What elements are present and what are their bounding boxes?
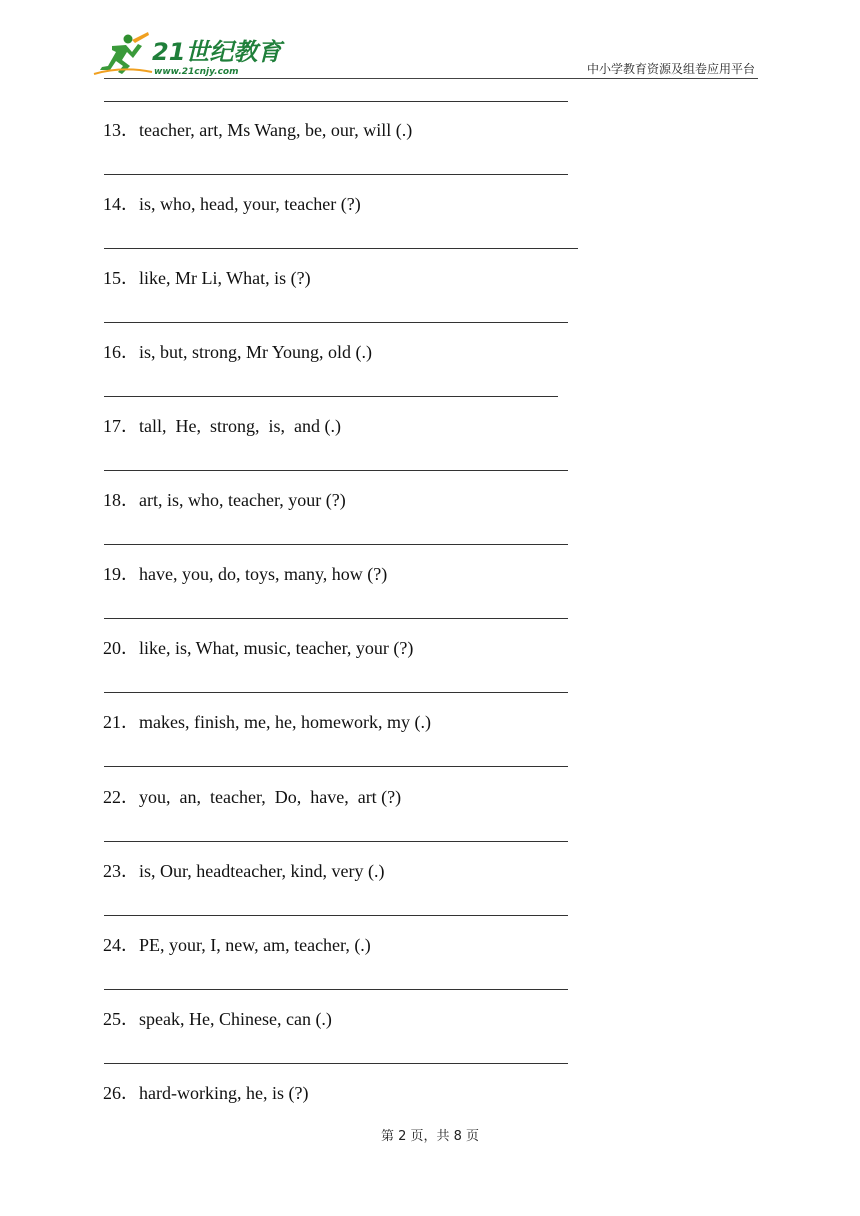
question-number: 21． bbox=[103, 712, 139, 732]
question-number: 15． bbox=[103, 268, 139, 288]
question-text bbox=[103, 710, 431, 734]
question-text bbox=[103, 118, 412, 142]
question-25 bbox=[103, 1007, 623, 1081]
question-21 bbox=[103, 710, 623, 784]
platform-name: 中小学教育资源及组卷应用平台 bbox=[586, 62, 755, 76]
answer-line[interactable] bbox=[104, 174, 568, 175]
question-text bbox=[103, 488, 346, 512]
question-text bbox=[103, 1007, 332, 1031]
question-text bbox=[103, 636, 413, 660]
question-14 bbox=[103, 192, 623, 266]
question-24 bbox=[103, 933, 623, 1007]
question-words: makes, finish, me, he, homework, my (.) bbox=[139, 712, 431, 732]
question-number: 13． bbox=[103, 120, 139, 140]
question-number: 19． bbox=[103, 564, 139, 584]
page-header bbox=[0, 0, 860, 90]
question-words: tall, He, strong, is, and (.) bbox=[139, 416, 341, 436]
question-words: is, Our, headteacher, kind, very (.) bbox=[139, 861, 385, 881]
answer-line[interactable] bbox=[104, 544, 568, 545]
answer-line-12[interactable] bbox=[104, 101, 568, 102]
question-17 bbox=[103, 414, 623, 488]
site-logo bbox=[92, 30, 282, 80]
question-text bbox=[103, 562, 387, 586]
answer-line[interactable] bbox=[104, 248, 578, 249]
question-19 bbox=[103, 562, 623, 636]
answer-line[interactable] bbox=[104, 766, 568, 767]
question-words: PE, your, I, new, am, teacher, (.) bbox=[139, 935, 371, 955]
question-23 bbox=[103, 859, 623, 933]
answer-line[interactable] bbox=[104, 618, 568, 619]
question-22 bbox=[103, 785, 623, 859]
question-number: 14． bbox=[103, 194, 139, 214]
question-16 bbox=[103, 340, 623, 414]
question-words: like, is, What, music, teacher, your (?) bbox=[139, 638, 414, 658]
question-15 bbox=[103, 266, 623, 340]
runner-icon bbox=[94, 32, 152, 74]
question-number: 22． bbox=[103, 787, 139, 807]
question-words: teacher, art, Ms Wang, be, our, will (.) bbox=[139, 120, 413, 140]
question-text bbox=[103, 266, 311, 290]
answer-line[interactable] bbox=[104, 470, 568, 471]
answer-line[interactable] bbox=[104, 915, 568, 916]
question-words: like, Mr Li, What, is (?) bbox=[139, 268, 311, 288]
question-number: 26． bbox=[103, 1083, 139, 1103]
question-18 bbox=[103, 488, 623, 562]
answer-line[interactable] bbox=[104, 322, 568, 323]
question-number: 17． bbox=[103, 416, 139, 436]
question-words: hard-working, he, is (?) bbox=[139, 1083, 309, 1103]
answer-line[interactable] bbox=[104, 989, 568, 990]
question-words: have, you, do, toys, many, how (?) bbox=[139, 564, 388, 584]
question-20 bbox=[103, 636, 623, 710]
question-text bbox=[103, 785, 401, 809]
question-number: 23． bbox=[103, 861, 139, 881]
question-words: art, is, who, teacher, your (?) bbox=[139, 490, 346, 510]
answer-line[interactable] bbox=[104, 692, 568, 693]
logo-url: www.21cnjy.com bbox=[154, 67, 239, 77]
question-13 bbox=[103, 118, 623, 192]
question-text bbox=[103, 933, 371, 957]
answer-line[interactable] bbox=[104, 841, 568, 842]
question-text bbox=[103, 1081, 308, 1105]
question-text bbox=[103, 340, 372, 364]
question-text bbox=[103, 414, 341, 438]
question-text bbox=[103, 192, 361, 216]
question-words: speak, He, Chinese, can (.) bbox=[139, 1009, 332, 1029]
question-number: 25． bbox=[103, 1009, 139, 1029]
logo-graphic bbox=[92, 30, 282, 80]
question-number: 24． bbox=[103, 935, 139, 955]
question-number: 20． bbox=[103, 638, 139, 658]
question-text bbox=[103, 859, 384, 883]
question-number: 18． bbox=[103, 490, 139, 510]
question-words: you, an, teacher, Do, have, art (?) bbox=[139, 787, 402, 807]
page-footer: 第 2 页，共 8 页 bbox=[380, 1129, 480, 1144]
answer-line[interactable] bbox=[104, 1063, 568, 1064]
logo-text: 21世纪教育 bbox=[152, 38, 282, 66]
question-number: 16． bbox=[103, 342, 139, 362]
question-words: is, but, strong, Mr Young, old (.) bbox=[139, 342, 373, 362]
header-divider bbox=[104, 78, 758, 79]
answer-line[interactable] bbox=[104, 396, 558, 397]
question-words: is, who, head, your, teacher (?) bbox=[139, 194, 361, 214]
